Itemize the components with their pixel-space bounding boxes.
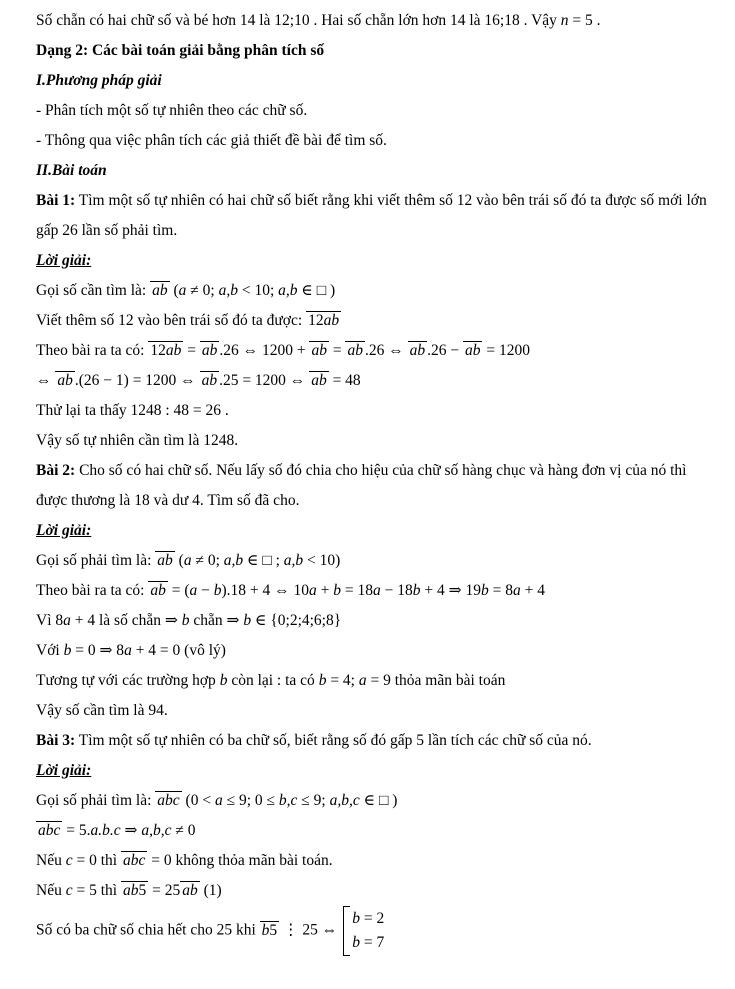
overline-expression: [345, 341, 365, 359]
overline-expression: [55, 371, 75, 389]
overline-expression: 12ab: [308, 312, 340, 329]
math-variable: ab: [152, 282, 168, 299]
overline-expression: [148, 581, 168, 599]
method-item-2: - Thông qua việc phân tích các giả thiết đề bài để tìm số.: [36, 132, 387, 149]
solution-2-step-4: Tương tự với các trường hợp b còn lại : ta có b = 4; a = 9 thỏa mãn bài toán: [36, 672, 506, 689]
solution-1-heading: [36, 246, 721, 276]
math-variable: ab: [201, 342, 218, 359]
solution-2-step-1: Theo bài ra ta có: ab = (a − b).18 + 4 ⇔ 10a + b = 18a − 18b + 4 ⇒ 19b = 8a + 4: [36, 582, 545, 599]
math-variable: a: [513, 582, 521, 599]
math-variable: a: [124, 642, 132, 659]
cases-bracket: [343, 906, 384, 956]
styled-text: Lời giải:: [36, 252, 92, 269]
math-variable: a.b.c: [90, 822, 121, 839]
overline-expression: [150, 281, 170, 299]
math-variable: a,b: [218, 282, 238, 299]
dang-2-heading: [36, 36, 721, 66]
solution-3-heading: [36, 756, 721, 786]
document-body: [36, 6, 721, 956]
method-item-1: - Phân tích một số tự nhiên theo các chữ số.: [36, 102, 308, 119]
math-variable: c: [65, 852, 73, 869]
styled-text: Dạng 2: Các bài toán giải bằng phân tích số: [36, 42, 325, 59]
math-variable: a: [63, 612, 71, 629]
solution-1-call: Gọi số cần tìm là: ab (a ≠ 0; a,b < 10; a,b ∈ □ ): [36, 282, 336, 299]
solution-3-call: Gọi số phải tìm là: abc (0 < a ≤ 9; 0 ≤ b,c ≤ 9; a,b,c ∈ □ ): [36, 792, 398, 809]
solution-1-step-2: Theo bài ra ta có: 12ab = ab .26 ⇔ 1200 + ab = ab .26 ⇔ ab .26 − ab = 1200: [36, 342, 530, 359]
math-variable: ab: [122, 882, 139, 899]
solution-1-check: Thử lại ta thấy 1248 : 48 = 26 .: [36, 402, 229, 419]
math-variable: ab: [201, 372, 218, 389]
case-row: b = 7: [352, 934, 385, 951]
math-variable: b: [181, 612, 190, 629]
overline-expression: [36, 821, 62, 839]
math-variable: ab: [57, 372, 73, 389]
math-variable: a: [373, 582, 381, 599]
overline-expression: 12ab: [150, 342, 182, 359]
math-variable: abc: [157, 792, 180, 809]
math-variable: a,b: [283, 552, 304, 569]
overline-expression: [309, 341, 329, 359]
math-variable: a,b,c: [329, 792, 360, 809]
math-variable: b: [243, 612, 252, 629]
math-variable: a,b,c: [141, 822, 172, 839]
solution-1-step-3: ⇔ ab .(26 − 1) = 1200 ⇔ ab .25 = 1200 ⇔ ab = 48: [36, 372, 361, 389]
styled-text: Bài 2:: [36, 462, 76, 479]
math-variable: b: [352, 934, 361, 951]
math-variable: a: [178, 282, 187, 299]
math-variable: b: [318, 672, 327, 689]
math-variable: b,c: [278, 792, 298, 809]
math-variable: ab: [464, 342, 481, 359]
problem-1-statement: Bài 1: Tìm một số tự nhiên có hai chữ số biết rằng khi viết thêm số 12 vào bên trái số đó ta được số mới lớn gấp 26 lần số phải tìm.: [36, 192, 707, 239]
overline-expression: ab5: [122, 882, 147, 899]
overline-expression: [180, 881, 200, 899]
math-variable: ab: [157, 552, 173, 569]
math-variable: ab: [311, 372, 327, 389]
solution-2-call: Gọi số phải tìm là: ab (a ≠ 0; a,b ∈ □ ; a,b < 10): [36, 552, 341, 569]
math-variable: ab: [182, 882, 198, 899]
styled-text: I.Phương pháp giải: [36, 72, 162, 89]
math-variable: ab: [323, 312, 340, 329]
overline-expression: [200, 341, 220, 359]
math-variable: abc: [122, 852, 146, 869]
case-row: b = 2: [352, 910, 385, 927]
solution-2-conclusion: Vậy số cần tìm là 94.: [36, 702, 168, 719]
math-variable: b: [481, 582, 489, 599]
problems-heading: [36, 156, 721, 186]
math-variable: n: [560, 12, 569, 29]
math-variable: b: [63, 642, 72, 659]
math-variable: b: [213, 582, 222, 599]
math-variable: b: [333, 582, 342, 599]
method-heading: [36, 66, 721, 96]
styled-text: Bài 1:: [36, 192, 76, 209]
solution-1-conclusion: Vậy số tự nhiên cần tìm là 1248.: [36, 432, 239, 449]
math-variable: a: [189, 582, 198, 599]
math-variable: a: [358, 672, 367, 689]
solution-2-heading: [36, 516, 721, 546]
math-variable: a,b: [278, 282, 298, 299]
overline-expression: [155, 791, 181, 809]
math-variable: a: [183, 552, 192, 569]
math-variable: a,b: [223, 552, 244, 569]
solution-3-step-1: abc = 5.a.b.c ⇒ a,b,c ≠ 0: [38, 822, 196, 839]
solution-3-step-4: Số có ba chữ số chia hết cho 25 khi b5 ⋮ 25 ⇔ b = 2 b = 7: [36, 906, 721, 956]
styled-text: II.Bài toán: [36, 162, 107, 179]
math-variable: c: [65, 882, 73, 899]
styled-text: Bài 3:: [36, 732, 76, 749]
solution-3-step-3: Nếu c = 5 thì ab5 = 25 ab (1): [36, 882, 222, 899]
math-variable: b: [261, 921, 270, 939]
solution-3-step-2: Nếu c = 0 thì abc = 0 không thỏa mãn bài toán.: [36, 852, 333, 869]
math-variable: ab: [165, 342, 182, 359]
overline-expression: [408, 341, 428, 359]
math-variable: a: [309, 582, 317, 599]
solution-1-step-1: Viết thêm số 12 vào bên trái số đó ta được: 12ab: [36, 312, 340, 329]
overline-expression: [463, 341, 483, 359]
math-variable: ab: [150, 582, 166, 599]
problem-2-statement: Bài 2: Cho số có hai chữ số. Nếu lấy số đó chia cho hiệu của chữ số hàng chục và hàng đơn vị của nó thì được thương là 18 và dư 4. Tìm số đã cho.: [36, 462, 687, 509]
overline-expression: [155, 551, 175, 569]
solution-2-step-3: Với b = 0 ⇒ 8a + 4 = 0 (vô lý): [36, 642, 226, 659]
math-variable: ab: [347, 342, 363, 359]
overline-expression: b5: [261, 921, 278, 939]
math-variable: abc: [38, 822, 61, 839]
overline-expression: [200, 371, 220, 389]
solution-2-step-2: Vì 8a + 4 là số chẵn ⇒ b chẵn ⇒ b ∈ {0;2;4;6;8}: [36, 612, 342, 629]
overline-expression: [121, 851, 147, 869]
math-variable: b: [352, 910, 361, 927]
math-variable: ab: [409, 342, 426, 359]
styled-text: Lời giải:: [36, 762, 92, 779]
problem-3-statement: Bài 3: Tìm một số tự nhiên có ba chữ số, biết rằng số đó gấp 5 lần tích các chữ số của nó.: [36, 732, 592, 749]
math-variable: b: [412, 582, 421, 599]
intro-line: Số chẵn có hai chữ số và bé hơn 14 là 12;10 . Hai số chẵn lớn hơn 14 là 16;18 . Vậy n = 5 .: [36, 12, 601, 29]
overline-expression: [309, 371, 329, 389]
styled-text: Lời giải:: [36, 522, 92, 539]
math-variable: a: [214, 792, 223, 809]
math-variable: b: [219, 672, 228, 689]
math-variable: ab: [311, 342, 327, 359]
